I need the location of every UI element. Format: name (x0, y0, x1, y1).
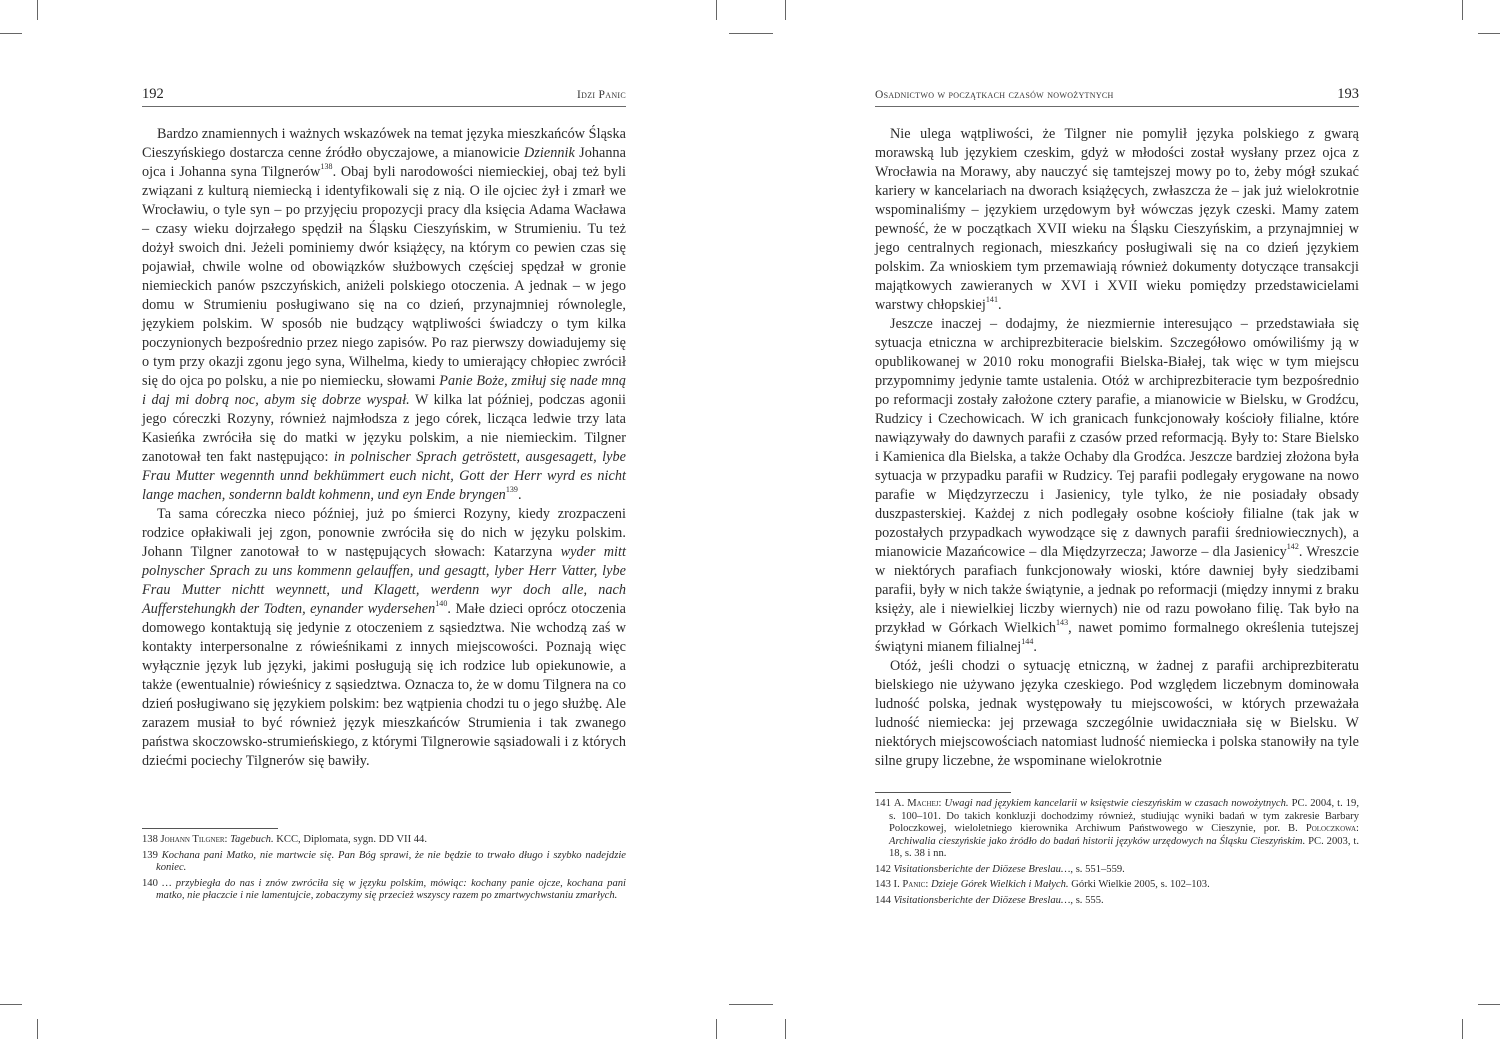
footnote: 138 Johann Tilgner: Tagebuch. KCC, Diplomata, sygn. DD VII 44. (142, 834, 428, 845)
page-number: 193 (1337, 86, 1359, 102)
crop-mark (1462, 0, 1463, 20)
footnotes (142, 828, 626, 906)
paragraph: Jeszcze inaczej – dodajmy, że niezmiernie interesująco – przedstawiała się sytuacja etniczna w archiprezbiteracie bielskim. Szczegółowo omówiliśmy ją w opublikowanej w 2010 roku monografii Bielska-Białej, tak więc w tym miejscu przypomnimy jedynie tamte ustalenia. Otóż w archiprezbiteracie tym bezpośrednio po reformacji zostały założone cztery parafie, a mianowicie w Bielsku, w Grodźcu, Rudzicy i Czechowicach. W ich granicach funkcjonowały kościoły filialne, które nawiązywały do dawnych parafii z czasów przed reformacją. Były to: Stare Bielsko i Kamienica dla Bielska, a także Ochaby dla Grodźca. Jeszcze bardziej złożona była sytuacja w przypadku parafii w Rudzicy. Tej parafii podlegały erygowane na nowo parafie w Międzyrzeczu i Jasienicy, tyle tylko, że nie posiadały obsady duszpasterskiej. Każdej z nich podlegały osobne kościoły filialne (tak jak w pozostałych przypadkach wywodzące się z dawnych parafii średniowiecznych), a mianowicie Mazańcowice – dla Międzyrzecza; Jaworze – dla Jasienicy$^{142}$. Wreszcie w niektórych parafiach funkcjonowały wioski, które dawniej były siedzibami parafii, były w nich także świątynie, a jednak po reformacji (między innymi z braku księży, ale i niewielkiej liczby wiernych) nie od razu powołano filię. Tak było na przykład w Górkach Wielkich$^{143}$, nawet pomimo formalnego określenia tutejszej świątyni mianem filialnej$^{144}$. (875, 316, 1359, 655)
paragraph: Ta sama córeczka nieco później, już po śmierci Rozyny, kiedy zrozpaczeni rodzice opłakiwali jej zgon, ponownie zwróciła się do nich w języku polskim. Johann Tilgner zanotował to w następujących słowach: Katarzyna wyder mitt polnyscher Sprach zu uns kommenn gelauffen, und gesagtt, lyber Herr Vatter, lybe Frau Mutter nichtt weynnett, und Klagett, werdenn wyr doch alle, nach Aufferstehungkh der Todten, eynander wydersehen$^{140}$. Małe dzieci oprócz otoczenia domowego kontaktują się jedynie z otoczeniem z sąsiedztwa. Nie wchodzą zaś w kontakty interpersonalne z rówieśnikami z innych miejscowości. Poznają więc wyłącznie język lub języki, jakimi posługują się ich rodzice lub opiekunowie, a także (ewentualnie) rówieśnicy z sąsiedztwa. Oznacza to, że w domu Tilgnera na co dzień posługiwano się językiem polskim: bez wątpienia chodzi tu o jego służbę. Ale zarazem musiał to być również język mieszkańców Strumienia i tak zwanego państwa skoczowsko-strumieńskiego, z którymi Tilgnerowie sąsiadowali i z których dziećmi pociechy Tilgnerów się bawiły. (142, 506, 626, 769)
body-text (142, 125, 626, 771)
footnote-ref: 144 (1021, 637, 1034, 647)
footnote: 142 Visitationsberichte der Diözese Breslau…, s. 551–559. (875, 863, 1125, 875)
running-header (142, 86, 626, 107)
footnote-rule (875, 792, 1011, 793)
footnote-ref: 141 (985, 295, 998, 305)
paragraph: Otóż, jeśli chodzi o sytuację etniczną, w żadnej z parafii archiprezbiteratu bielskiego nie używano języka czeskiego. Pod względem liczebnym dominowała ludność polska, jednak występowały tu miejscowości, w których przeważała ludność niemiecka: jej przewaga szczególnie uwidaczniała się w Bielsku. W niektórych miejscowościach natomiast ludność niemiecka i polska stanowiły na tyle silne grupy liczebne, że wspominane wielokrotnie (875, 658, 1359, 769)
crop-mark (729, 1004, 751, 1005)
right-page (875, 86, 1359, 906)
footnote: 144 Visitationsberichte der Diözese Breslau…, s. 555. (875, 894, 1104, 906)
left-page (142, 86, 627, 901)
footnote-ref: 139 (505, 485, 518, 495)
crop-mark (1478, 1004, 1500, 1005)
footnote-ref: 140 (435, 599, 448, 609)
running-header (875, 86, 1359, 107)
paragraph: Nie ulega wątpliwości, że Tilgner nie pomylił języka polskiego z gwarą morawską lub językiem czeskim, gdyż w młodości został wysłany przez ojca z Wrocławia na Morawy, aby nauczyć się tamtejszej mowy po to, żeby mógł szukać kariery w kancelariach na dworach książęcych, zwłaszcza że – jak już wielokrotnie wspominaliśmy – językiem urzędowym był wówczas język czeski. Mamy zatem pewność, że w początkach XVII wieku na Śląsku Cieszyńskim, a przynajmniej w jego centralnych regionach, mieszkańcy posługiwali się na co dzień językiem polskim. Za wnioskiem tym przemawiają również dokumenty dotyczące transakcji majątkowych zawieranych w XVI i XVII wieku pomiędzy przedstawicielami warstwy chłopskiej$^{141}$. (875, 126, 1359, 313)
footnote-ref: 142 (1286, 542, 1299, 552)
crop-mark (785, 1019, 786, 1039)
footnote-ref: 138 (320, 162, 333, 172)
running-head-title: Idzi Panic (577, 89, 626, 101)
crop-mark (0, 1004, 22, 1005)
crop-mark (729, 33, 751, 34)
body-text (875, 125, 1359, 771)
crop-mark (751, 33, 773, 34)
crop-mark (37, 1019, 38, 1039)
running-head-title: Osadnictwo w początkach czasów nowożytnych (875, 89, 1114, 101)
footnote-rule (142, 828, 278, 829)
crop-mark (716, 1019, 717, 1039)
crop-mark (751, 1004, 773, 1005)
crop-mark (716, 0, 717, 20)
crop-mark (1462, 1019, 1463, 1039)
footnotes (875, 792, 1359, 910)
crop-mark (0, 33, 22, 34)
footnote: 143 I. Panic: Dzieje Górek Wielkich i Małych. Górki Wielkie 2005, s. 102–103. (875, 879, 1210, 890)
crop-mark (785, 0, 786, 20)
crop-mark (37, 0, 38, 20)
footnote: 139 Kochana pani Matko, nie martwcie się. Pan Bóg sprawi, że nie będzie to trwało długo i szybko nadejdzie koniec. (142, 849, 626, 873)
page-number: 192 (142, 86, 164, 102)
footnote: 140 … przybiegła do nas i znów zwróciła się w języku polskim, mówiąc: kochany panie ojcze, kochana pani matko, nie płaczcie i nie lamentujcie, zobaczymy się przecież wszyscy razem po zmartwychwstaniu zmarłych. (142, 877, 627, 901)
crop-mark (1478, 33, 1500, 34)
paragraph: Bardzo znamiennych i ważnych wskazówek na temat języka mieszkańców Śląska Cieszyńskiego dostarcza cenne źródło obyczajowe, a mianowicie Dziennik Johanna ojca i Johanna syna Tilgnerów$^{138}$. Obaj byli narodowości niemieckiej, obaj też byli związani z kulturą niemiecką i identyfikowali się z nią. O ile ojciec żył i zmarł we Wrocławiu, o tyle syn – po przyjęciu propozycji pracy dla księcia Adama Wacława – czasy wieku dojrzałego spędził na Śląsku Cieszyńskim, w Strumieniu. Tu też dożył swoich dni. Jeżeli pominiemy dwór książęcy, na którym co pewien czas się pojawiał, chwile wolne od obowiązków służbowych częściej spędzał w gronie niemieckich panów pszczyńskich, aniżeli polskiego otoczenia. A jednak – w jego domu w Strumieniu posługiwano się na co dzień, przynajmniej równolegle, językiem polskim. W sposób nie budzący wątpliwości świadczy o tym kilka poczynionych bezpośrednio przez niego zapisów. Po raz pierwszy dowiadujemy się o tym przy okazji zgonu jego syna, Wilhelma, kiedy to umierający chłopiec zwrócił się do ojca po polsku, a nie po niemiecku, słowami Panie Boże, zmiłuj się nade mną i daj mi dobrą noc, abym się dobrze wyspał. W kilka lat później, podczas agonii jego córeczki Rozyny, również najmłodsza z jego córek, licząca ledwie trzy lata Kasieńka zwróciła się do matki w języku polskim, a nie niemieckim. Tilgner zanotował ten fakt następująco: in polnischer Sprach getröstett, ausgesagett, lybe Frau Mutter wegennth unnd bekhümmert euch nicht, Gott der Herr wyrd es nicht lange machen, sondernn baldt kohmenn, und eyn Ende bryngen$^{139}$. (142, 126, 627, 503)
footnote-ref: 143 (1055, 618, 1069, 628)
footnote: 141 A. Machej: Uwagi nad językiem kancelarii w księstwie cieszyńskim w czasach nowożytnych. PC. 2004, t. 19, s. 100–101. Do takich konkluzji dochodzimy również, studiując wyniki badań w tym zakresie Barbary Poloczkowej, wieloletniego kierownika Archiwum Państwowego w Cieszynie, por. B. Poloczkowa: Archiwalia cieszyńskie jako źródło do badań historii języków urzędowych na Śląsku Cieszyńskim. PC. 2003, t. 18, s. 38 i nn. (875, 798, 1359, 859)
